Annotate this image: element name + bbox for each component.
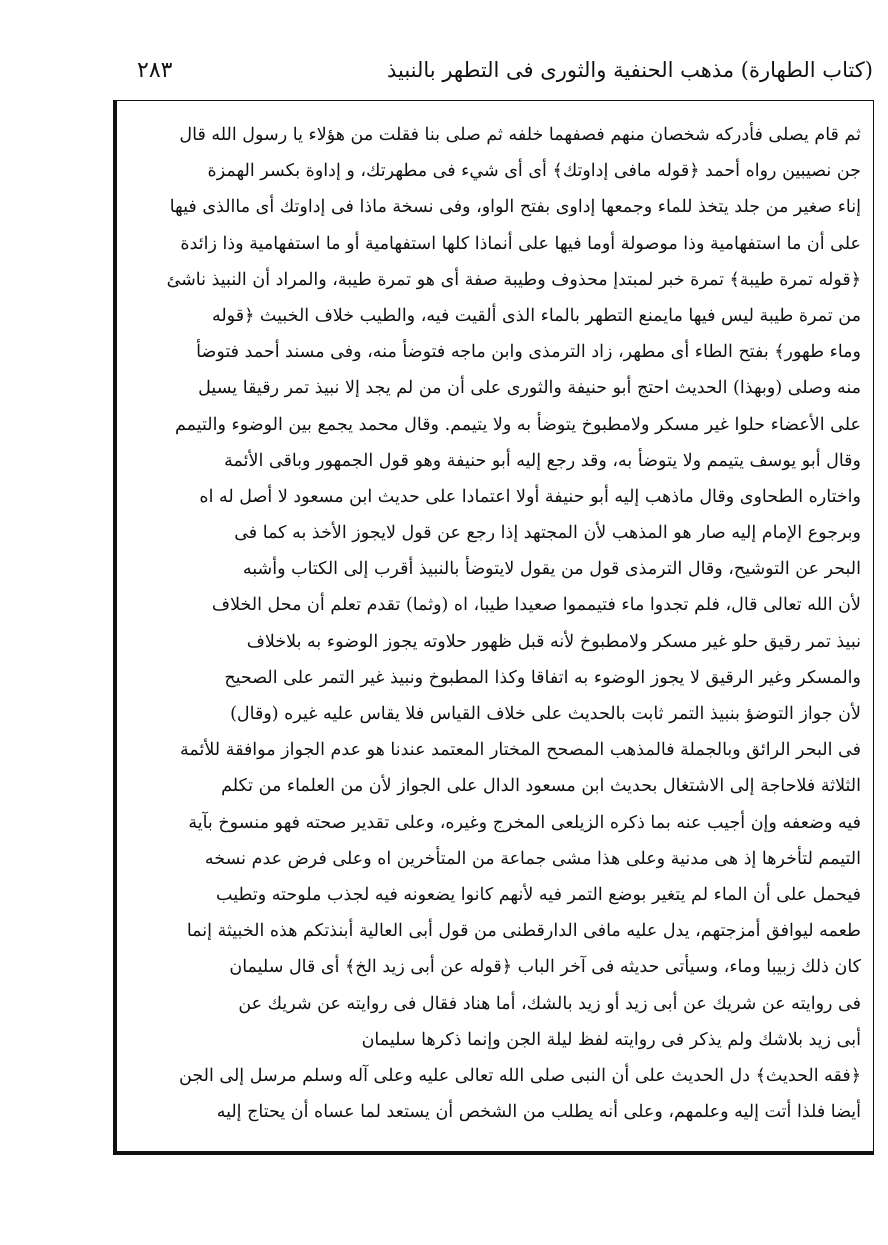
text-line: ﴿فقه الحديث﴾ دل الحديث على أن النبى صلى الله تعالى عليه وعلى آله وسلم مرسل إلى الجن (179, 1065, 861, 1086)
text-line: فى روايته عن شريك عن أبى زيد أو زيد بالشك، أما هناد فقال فى روايته عن شريك عن (238, 993, 861, 1014)
text-line: ﴿قوله تمرة طيبة﴾ تمرة خبر لمبتدإ محذوف وطيبة صفة أى هو تمرة طيبة، والمراد أن النبيذ ناشئ (166, 269, 861, 290)
text-line: ثم قام يصلى فأدركه شخصان منهم فصفهما خلفه ثم صلى بنا فقلت من هؤلاء يا رسول الله قال (179, 125, 861, 145)
text-line: منه وصلى (وبهذا) الحديث احتج أبو حنيفة والثورى على أن من لم يجد إلا نبيذ تمر رقيقا يسيل (198, 378, 861, 399)
text-line: نبيذ تمر رقيق حلو غير مسكر ولامطبوخ لأنه قبل ظهور حلاوته يجوز الوضوء به بلاخلاف (246, 631, 861, 652)
text-line: أيضا فلذا أتت إليه وعلمهم، وعلى أنه يطلب من الشخص أن يستعد لما عساه أن يحتاج إليه (216, 1102, 861, 1123)
text-line: وبرجوع الإمام إليه صار هو المذهب لأن المجتهد إذا رجع عن قول لايجوز الأخذ به كما فى (234, 523, 861, 544)
running-head: (كتاب الطهارة) مذهب الحنفية والثورى فى التطهر بالنبيذ (386, 58, 873, 82)
text-line: واختاره الطحاوى وقال ماذهب إليه أبو حنيفة أولا اعتمادا على حديث ابن مسعود لا أصل له اه (199, 486, 861, 507)
page-header (115, 52, 873, 92)
frame-shadow-left (113, 100, 117, 1155)
text-line: وماء طهور﴾ بفتح الطاء أى مطهر، زاد الترمذى وابن ماجه فتوضأ منه، وفى مسند أحمد فتوضأ (196, 342, 861, 363)
text-line: أبى زيد بلاشك ولم يذكر فى روايته لفظ ليلة الجن وإنما ذكرها سليمان (361, 1029, 861, 1050)
text-line: إناء صغير من جلد يتخذ للماء وجمعها إداوى بفتح الواو، وفى نسخة ماذا فى إداوتك أى ماالذى فيها (169, 197, 861, 218)
text-line: وقال أبو يوسف يتيمم ولا يتوضأ به، وقد رجع إليه أبو حنيفة وهو قول الجمهور وباقى الأئمة (224, 450, 861, 471)
text-line: فيه وضعفه وإن أجيب عنه بما ذكره الزيلعى المخرج وغيره، وعلى تقدير صحته فهو منسوخ بآية (188, 812, 861, 833)
text-line: التيمم لتأخرها إذ هى مدنية وعلى هذا مشى جماعة من المتأخرين اه وعلى فرض عدم نسخه (204, 848, 861, 869)
text-line: جن نصيبين رواه أحمد ﴿قوله مافى إداوتك﴾ أى أى شيء فى مطهرتك، و إداوة بكسر الهمزة (207, 161, 861, 182)
text-line: الثلاثة فلاحاجة إلى الاشتغال بحديث ابن مسعود الدال على الجواز لأن من العلماء من تكلم (221, 776, 861, 797)
text-frame (113, 100, 874, 1155)
text-line: لأن جواز التوضؤ بنبيذ التمر ثابت بالحديث على خلاف القياس فلا يقاس عليه غيره (وقال) (230, 704, 861, 724)
text-line: فى البحر الرائق وبالجملة فالمذهب المصحح المختار المعتمد عندنا هو عدم الجواز موافقة للأئمة (180, 740, 861, 761)
page-number: ٢٨٣ (137, 58, 173, 83)
text-line: البحر عن التوشيح، وقال الترمذى قول من يقول لايتوضأ بالنبيذ أقرب إلى الكتاب وأشبه (242, 559, 861, 580)
frame-shadow-bottom (113, 1151, 874, 1155)
text-line: كان ذلك زبيبا وماء، وسيأتى حديثه فى آخر الباب ﴿قوله عن أبى زيد الخ﴾ أى قال سليمان (229, 957, 861, 978)
text-line: فيحمل على أن الماء لم يتغير بوضع التمر فيه لأنهم كانوا يضعونه فيه لجذب ملوحته وتطيب (216, 884, 861, 905)
text-line: على الأعضاء حلوا غير مسكر ولامطبوخ يتوضأ به ولا يتيمم. وقال محمد يجمع بين الوضوء والتيمم (174, 414, 861, 435)
text-line: على أن ما استفهامية وذا موصولة أوما فيها على أنماذا كلها استفهامية أو ما استفهامية وذا زائدة (180, 233, 861, 254)
body-text (128, 117, 861, 1130)
text-line: والمسكر وغير الرقيق لا يجوز الوضوء به اتفاقا وكذا المطبوخ ونبيذ غير التمر على الصحيح (224, 667, 861, 688)
text-line: طعمه ليوافق أمزجتهم، يدل عليه مافى الدارقطنى من قول أبى العالية أبنذتكم هذه الخبيثة إنما (186, 921, 861, 942)
text-line: لأن الله تعالى قال، فلم تجدوا ماء فتيمموا صعيدا طيبا، اه (وثما) تقدم تعلم أن محل الخلاف (211, 595, 861, 616)
text-line: من تمرة طيبة ليس فيها مايمنع التطهر بالماء الذى ألقيت فيه، والطيب خلاف الخبيث ﴿قوله (211, 305, 861, 326)
